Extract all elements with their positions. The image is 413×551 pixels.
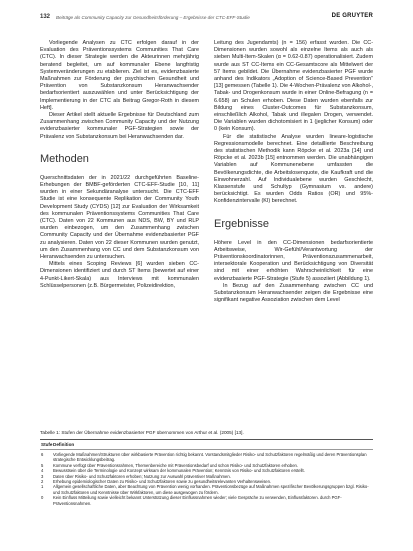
stage-cell: 2	[41, 479, 44, 485]
table-body	[40, 450, 373, 506]
page-number: 132	[40, 14, 51, 20]
definition-cell: Kommune verfügt über Präventionsrahmen, Themenbereiche mit Präventionsbedarf und schon Risiko- und Schutzfaktoren erhoben.	[53, 462, 299, 468]
journal-logo: DE GRUYTER	[331, 13, 373, 19]
right-column	[214, 40, 373, 305]
stage-cell: 1	[41, 484, 44, 490]
definition-cell: Bewusstsein über die Terminologie und Konzept wirksam der kommunalen Prävention; Kenntnis von Risiko- und Schutzfaktoren erstellt.	[53, 468, 305, 474]
column-header-definition: Definition	[53, 442, 75, 447]
definition-cell: Kein Einfluss Mitteilung sowie vielleicht bekannt Unterstützung dieser Einflussnahmen wieder; viele Gespräche zu verwenden, Einflussfaktoren. durch PGF-Präventionsnahmen.	[53, 495, 342, 506]
definition-cell: Allgemein gesellschaftliche Daten, aber Beachtung von Prävention wenig vorhanden. Präventionsbezüge auf Maßnahmen spezifischer Bevölkerungsgruppen bzgl. Risiko- und Schutzfaktoren und Kenntnisse über Wirkfaktoren, um diese ausgewogen zu fördern.	[53, 484, 369, 495]
paragraph: Dieser Artikel stellt aktuelle Ergebnisse für Deutschland zum Zusammenhang zwischen Community Capacity und der Nutzung evidenzbasierter kommunaler PGF-Strategien sowie der Prävalenz von Substanzkonsum bei Heranwachsenden dar.	[40, 112, 199, 140]
table-header-row	[40, 440, 373, 449]
table-row	[40, 452, 373, 463]
stage-cell: 6	[41, 452, 44, 457]
paragraph: Leitung des Jugendamts) (n = 156) erfasst wurden. Die CC-Dimensionen wurden sowohl als einzelne Items als auch als sieben Multi-Item-Skalen (α = 0.62-0.87) operationalisiert. Zudem wurde aus ST CC-Items ein CC-Gesamtscore als Mittelwert der 57 Items gebildet. Die Übernahme evidenzbasierter PGF wurde anhand des Indikators „Adoption of Science-Based Prevention“ [13] gemessen (Tabelle 1). Die 4-Wochen-Prävalenz von Alkohol-, Tabak- und Drogenkonsum wurde in einer Online-Befragung (n = 6.658) an Schulen erhoben. Diese Daten wurden ebenfalls zur Bildung eines Cluster-Outcomes für Substanzkonsum, einschließlich Alkohol, Tabak und illegalen Drogen, verwendet. Die Variablen wurden dichotomisiert in 1 (jeglicher Konsum) oder 0 (kein Konsum).	[214, 40, 373, 133]
left-column	[40, 40, 199, 290]
adoption-stages-table	[40, 430, 373, 506]
paragraph: In Bezug auf den Zusammenhang zwischen CC und Substanzkonsum Heranwachsender zeigen die Ergebnisse eine signifikant negative Assoziation zwischen dem Level	[214, 282, 373, 304]
stage-cell: 4	[41, 468, 44, 474]
stage-cell: 5	[41, 462, 44, 468]
definition-cell: Vorliegende Maßnahmen/Strukturen über wirkbasierte Prävention richtig bekannt. Vorstandsmitglieder Risiko- und Schutzfaktoren regelmäßig und deren Präventionsplan strategische Entwicklungsbeitrag.	[53, 452, 367, 463]
paragraph: Vorliegende Analysen zu CTC erfolgen darauf in der Evaluation des Präventionssystems Communities That Care (CTC). In dieser Strategie werden die Akteurinnen mehrjährig beratend begleitet, um auf kommunaler Ebene langfristig Systemveränderungen zu etablieren. Ziel ist es, evidenzbasierte Maßnahmen zur Förderung der psychischen Gesundheit und Prävention von Substanzkonsum Heranwachsender bedarfsorientiert auszuwählen und unter Berücksichtigung der Implementierung in der CTC als Beitrag Gregor-Roth in diesem Heft].	[40, 40, 199, 111]
running-title: Beiträge als Community Capacity zur Gesundheitsförderung – Ergebnisse der CTC-EFF-Studie	[56, 14, 250, 20]
section-heading-methods: Methoden	[40, 152, 89, 165]
table-caption: Tabelle 1: Stufen der Übernahme evidenzbasierter PGF übernommen von Arthur et al. (2005) [13].	[40, 430, 244, 435]
definition-cell: Erhebung epidemiologischer Daten zu Risiko- und Schutzfaktoren sowie zu gesundheitsrelevanten Verhaltensweisen.	[53, 479, 272, 485]
page-header	[40, 14, 373, 26]
table-row	[40, 484, 373, 495]
paragraph: Höhere Level in den CC-Dimensionen bedarfsorientierte Arbeitsweise, Wir-Gefühl/Verantwortung der Präventionskoordinatorinnen, Präventionszusammenarbeit, intersektorale Kooperation und Berücksichtigung von Diversität sind mit einer erhöhten Wahrscheinlichkeit für eine evidenzbasierte PGF-Strategie (Stufe 5) assoziiert (Abbildung 1).	[214, 239, 373, 282]
definition-cell: Daten über Risiko- und Schutzfaktoren erhoben; Nutzung zur Auswahl präventiver Maßnahmen.	[53, 473, 231, 479]
table-row	[40, 495, 373, 506]
paragraph: Querschnittsdaten der in 2021/22 durchgeführten Baseline-Erhebungen der BMBF-geförderten CTC-EFF-Studie [10, 11] wurden in einer Sekundäranalyse untersucht. Die CTC-EFF Studie ist eine konsequente Replikation der Community Youth Development Study (CYDS) [12] zur Evaluation der Wirksamkeit des kommunalen Präventionssystems Communities That Care (CTC). Daten von 22 Kommunen aus NDS, BW, BY und RLP wurden einbezogen, um den Zusammenhang zwischen Community Capacity und der Übernahme evidenzbasierter PGF zu analysieren. Daten von 22 dieser Kommunen wurden genutzt, um den Zusammenhang von CC und dem Substanzkonsum von Heranwachsenden zu untersuchen.	[40, 174, 199, 261]
section-heading-results: Ergebnisse	[214, 217, 270, 230]
paragraph: Für die statistische Analyse wurden lineare-logistische Regressionsmodelle berechnet. Eine detaillierte Beschreibung des statistischen Methodik kann Röpcke et al. 2023a [14] und Röpcke et al. 2023b [15] entnommen werden. Die unabhängigen Variablen auf Kommunenebene umfassten die Bevölkerungsdichte, die Arbeitslosenquote, die Kaufkraft und die Einwohnerzahl. Auf Individualebene wurden Geschlecht, Klassenstufe und Schultyp (Gymnasium vs. andere) berücksichtigt. Es wurden Odds Ratios (OR) und 95%-Konfidenzintervalle (KI) berechnet.	[214, 133, 373, 205]
stage-cell: 0	[41, 495, 44, 501]
column-header-stage: Stufe	[41, 442, 53, 447]
stage-cell: 3	[41, 473, 44, 479]
paragraph: Mittels eines Scoping Reviews [6] wurden sieben CC-Dimensionen identifiziert und durch ST Items (bewertet auf einer 4-Punkt-Likert-Skala) aus Interviews mit kommunalen Schlüsselpersonen (z.B. Bürgermeister, Polizeidirektion,	[40, 261, 199, 289]
